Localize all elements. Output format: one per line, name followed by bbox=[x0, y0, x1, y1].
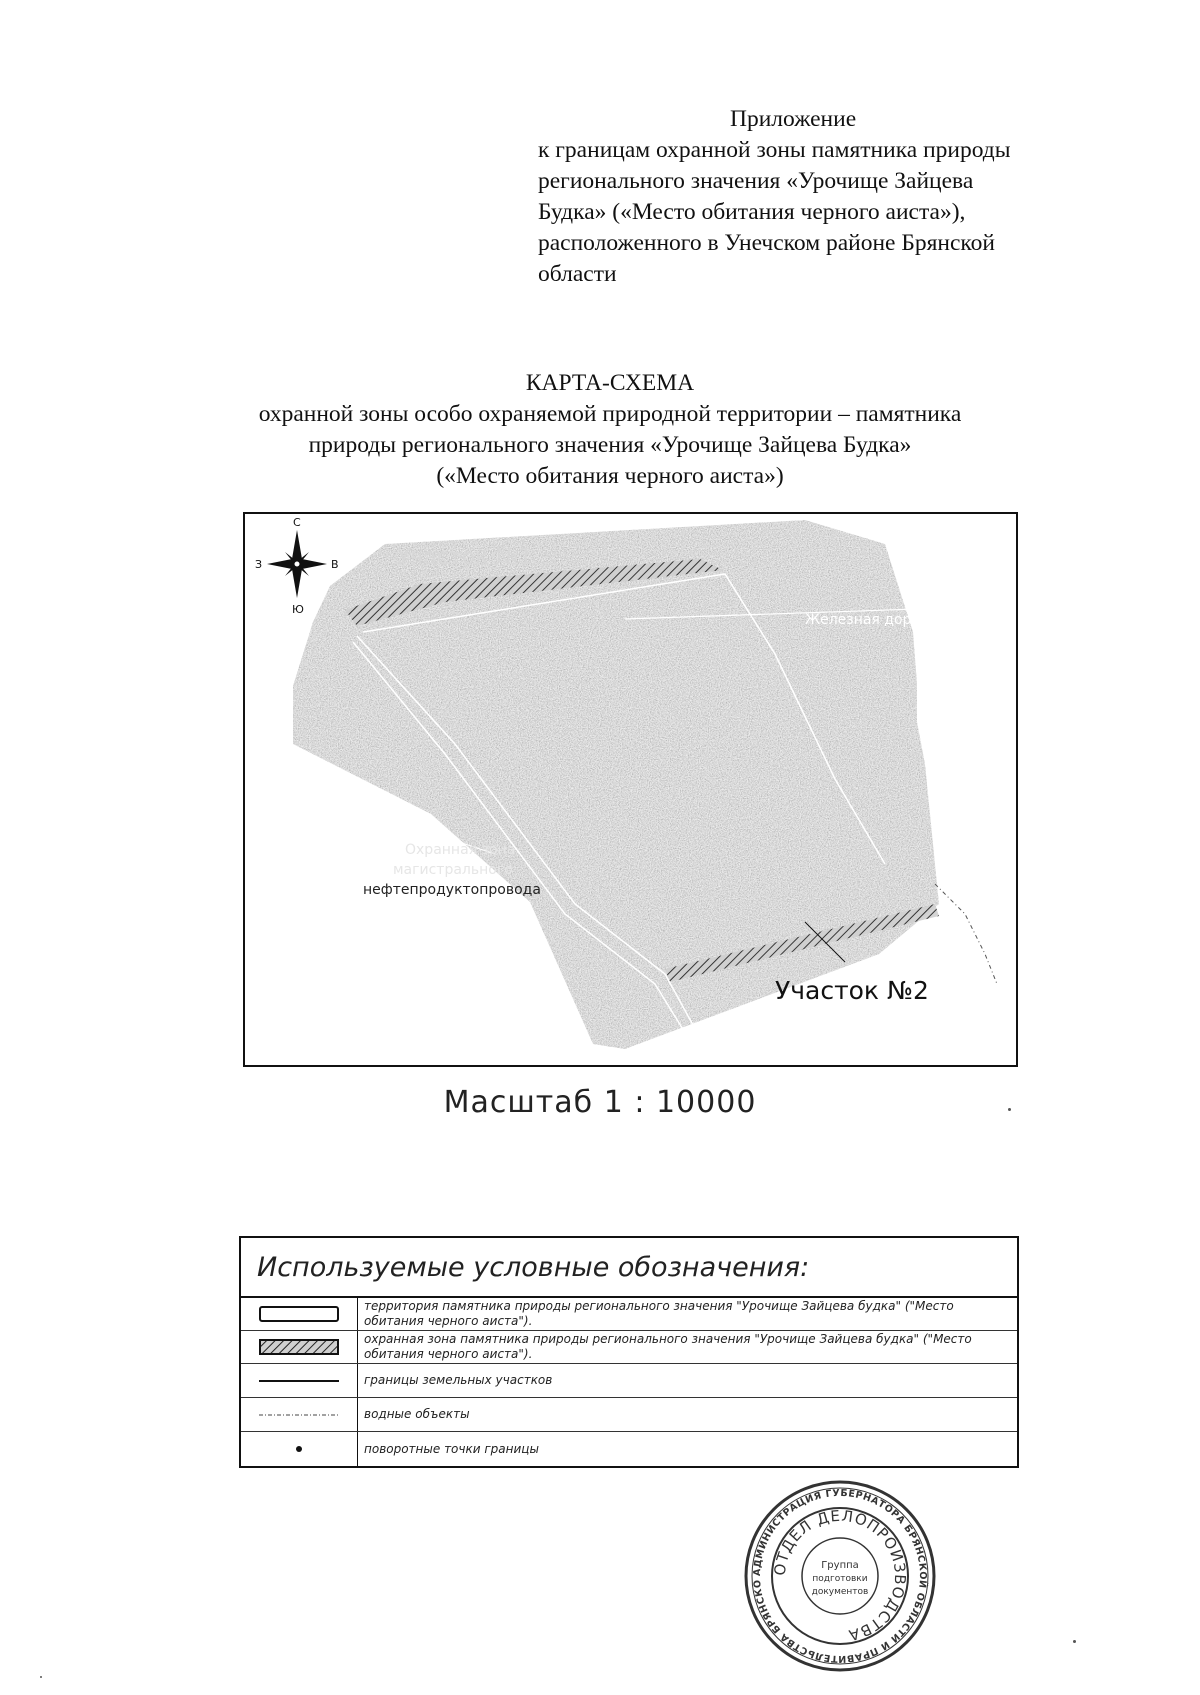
title-line: («Место обитания черного аиста») bbox=[436, 463, 784, 489]
hatched-rectangle-icon bbox=[241, 1331, 358, 1363]
label-pipeline-1: Охранная зона bbox=[405, 842, 516, 858]
compass-east: В bbox=[331, 558, 339, 571]
stamp-outer-text: АДМИНИСТРАЦИЯ ГУБЕРНАТОРА БРЯНСКОЙ ОБЛАСТИ И ПРАВИТЕЛЬСТВА БРЯНСКО bbox=[751, 1487, 929, 1665]
appendix-line: расположенного в Унечском районе Брянской bbox=[538, 230, 995, 256]
compass-south: Ю bbox=[292, 603, 304, 616]
legend-row bbox=[241, 1432, 1017, 1466]
map-scheme bbox=[243, 512, 1018, 1067]
water-object bbox=[935, 884, 997, 984]
stamp-seal-icon bbox=[742, 1478, 938, 1674]
appendix-line: Приложение bbox=[730, 106, 857, 132]
legend-table bbox=[239, 1236, 1019, 1468]
legend-row bbox=[241, 1364, 1017, 1398]
legend-text: охранная зона памятника природы регионального значения "Урочище Зайцева будка" ("Место обитания черного аиста"). bbox=[364, 1332, 972, 1361]
scan-speck bbox=[1008, 1108, 1011, 1111]
label-pipeline-3: нефтепродуктопровода bbox=[363, 882, 541, 898]
label-pipeline-2: магистрального bbox=[393, 862, 513, 878]
dash-dot-line-icon bbox=[241, 1398, 358, 1431]
appendix-line: Будка» («Место обитания черного аиста»), bbox=[538, 199, 966, 225]
label-plot-2: Участок №2 bbox=[775, 976, 929, 1005]
compass-rose-icon bbox=[267, 530, 327, 598]
title-line: природы регионального значения «Урочище Зайцева Будка» bbox=[308, 432, 912, 458]
stamp-ring-text: ОТДЕЛ ДЕЛОПРОИЗВОДСТВА bbox=[770, 1506, 910, 1645]
outlined-rectangle-icon bbox=[241, 1298, 358, 1330]
title-heading: КАРТА-СХЕМА bbox=[525, 370, 695, 396]
appendix-header bbox=[538, 104, 1098, 290]
scan-speck bbox=[1073, 1640, 1076, 1643]
stamp-center-line: подготовки bbox=[812, 1574, 868, 1584]
legend-row bbox=[241, 1331, 1017, 1364]
document-title bbox=[160, 368, 1060, 492]
appendix-line: регионального значения «Урочище Зайцева bbox=[538, 168, 974, 194]
stamp-center-line: документов bbox=[811, 1587, 869, 1597]
map-scale: Масштаб 1 : 10000 bbox=[443, 1085, 757, 1120]
dot-icon bbox=[241, 1432, 358, 1466]
label-railway: Железная дорога bbox=[805, 612, 936, 628]
compass-north: С bbox=[293, 516, 301, 529]
legend-text: поворотные точки границы bbox=[364, 1441, 539, 1456]
stamp-center-line: Группа bbox=[821, 1560, 859, 1571]
solid-line-icon bbox=[241, 1364, 358, 1397]
title-line: охранной зоны особо охраняемой природной территории – памятника bbox=[258, 401, 962, 427]
compass-west: З bbox=[255, 558, 263, 571]
legend-row bbox=[241, 1298, 1017, 1331]
legend-text: границы земельных участков bbox=[364, 1373, 553, 1387]
legend-text: водные объекты bbox=[364, 1407, 470, 1421]
official-stamp bbox=[742, 1478, 938, 1679]
appendix-line: области bbox=[538, 261, 617, 287]
legend-row bbox=[241, 1398, 1017, 1432]
label-plot-1: Участок №1 bbox=[397, 545, 533, 570]
appendix-line: к границам охранной зоны памятника природы bbox=[538, 137, 1011, 163]
scan-speck bbox=[40, 1676, 42, 1678]
legend-title: Используемые условные обозначения: bbox=[241, 1238, 1017, 1298]
legend-text: территория памятника природы регионального значения "Урочище Зайцева будка" ("Место обитания черного аиста"). bbox=[364, 1299, 954, 1328]
map-svg bbox=[245, 514, 1016, 1065]
